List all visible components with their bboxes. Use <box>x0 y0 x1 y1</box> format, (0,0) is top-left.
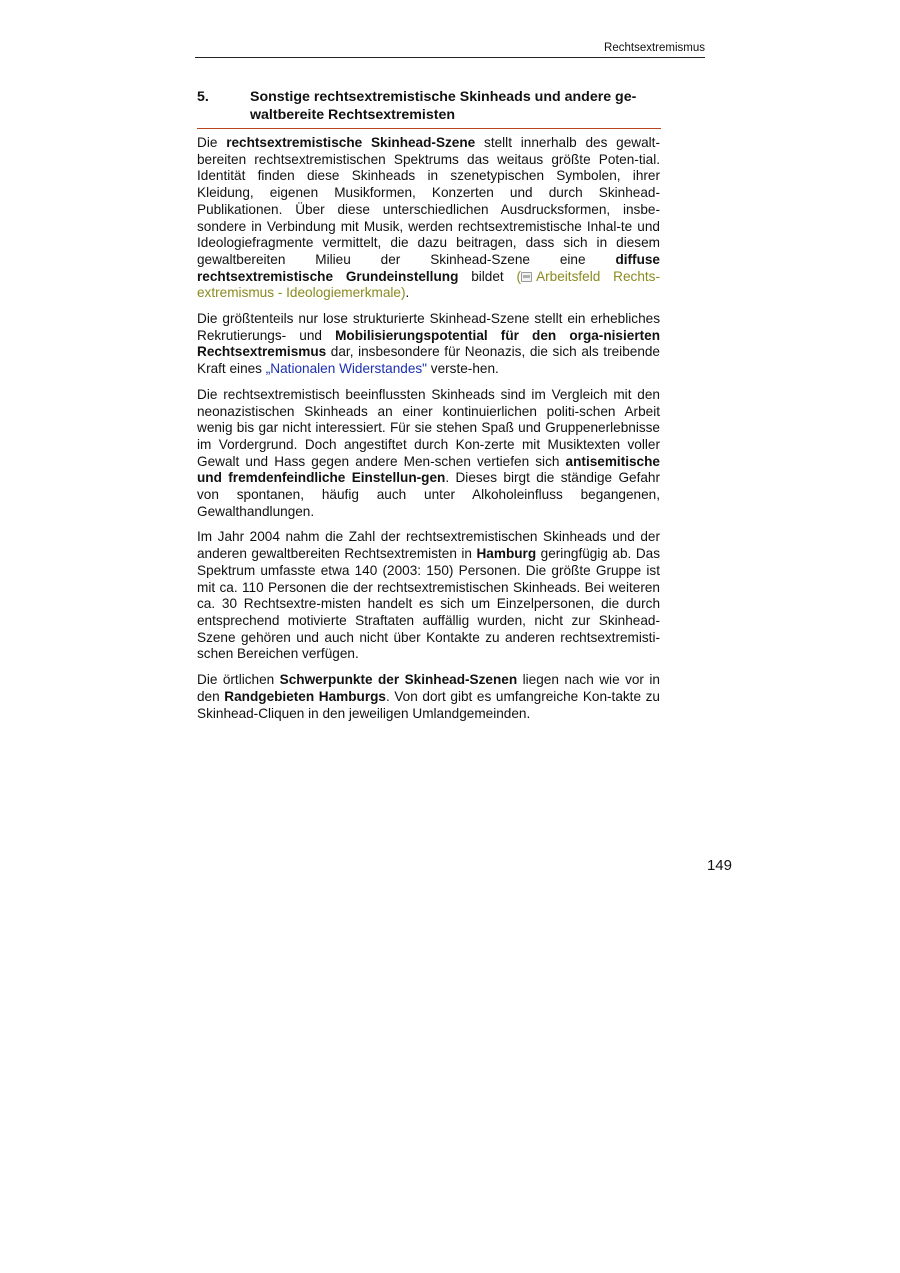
paragraph-3 <box>197 387 660 521</box>
section-number: 5. <box>197 89 209 105</box>
bold-term: diffuse rechtsextremistische Grundeinstellung <box>197 251 660 284</box>
section-title: Sonstige rechtsextremistische Skinheads und andere ge-waltbereite Rechtsextremisten <box>250 89 637 123</box>
bold-term: Randgebieten Hamburgs <box>224 688 386 704</box>
text-run: stellt innerhalb des gewalt-bereiten rechtsextremistischen Spektrums das weitaus größte Poten-tial. Identität finden diese Skinheads in szenetypischen Symbolen, ihrer Kleidung, eigenen Musikformen, Konzerten und durch Skinhead-Publikationen. Über diese unterschiedlichen Ausdrucksformen, insbe-sondere in Verbindung mit Musik, werden rechtsextremistische Inhal-te und Ideologiefragmente vermittelt, die dazu beitragen, dass sich in diesem gewaltbereiten Milieu der Skinhead-Szene eine <box>197 135 660 267</box>
paragraph-4 <box>197 529 660 663</box>
bold-term: Schwerpunkte der Skinhead-Szenen <box>279 672 518 688</box>
text-run: Die größtenteils nur lose strukturierte Skinhead-Szene stellt ein erhebliches Rekrutierungs- und <box>197 311 660 343</box>
paragraph-5 <box>197 672 660 722</box>
paragraph-1 <box>197 135 660 302</box>
text-run: Im Jahr 2004 nahm die Zahl der rechtsextremistischen Skinheads und der anderen gewaltbereiten Rechtsextremisten in <box>197 529 660 562</box>
page-number: 149 <box>706 857 732 874</box>
cross-reference-text: Arbeitsfeld Rechts-extremismus - Ideologiemerkmale) <box>197 268 660 301</box>
text-run: Die <box>197 135 227 150</box>
text-run: bildet <box>458 268 517 284</box>
bold-term: Hamburg <box>476 546 537 562</box>
document-icon <box>521 272 532 282</box>
text-run: liegen nach wie vor in den <box>197 672 660 704</box>
text-run: geringfügig ab. Das Spektrum umfasste etwa 140 (2003: 150) Personen. Die größte Gruppe ist mit ca. 110 Personen die der rechtsextremistischen Skinheads. Bei weiteren ca. 30 Rechtsextre-misten handelt es sich um Einzelpersonen, die durch entsprechend motivierte Straftaten auffällig wurden, nicht zur Skinhead-Szene gehören und auch nicht über Kontakte zu anderen rechtsextremisti-schen Bereichen verfügen. <box>197 546 661 662</box>
running-head: Rechtsextremismus <box>195 42 705 58</box>
text-run: Die örtlichen <box>197 672 280 688</box>
text-run: dar, insbesondere für Neonazis, die sich als treibende Kraft eines <box>197 344 660 377</box>
nationaler-widerstand-link[interactable]: „Nationalen Widerstandes" <box>265 361 427 377</box>
bold-term: rechtsextremistische Skinhead-Szene <box>226 135 476 150</box>
bold-term: antisemitische und fremdenfeindliche Einstellun-gen <box>197 453 660 486</box>
body-text <box>197 135 660 731</box>
text-run: . Dieses birgt die ständige Gefahr von spontanen, häufig auch unter Alkoholeinfluss begangenen, Gewalthandlungen. <box>197 470 660 519</box>
xref-open-paren: ( <box>516 268 522 284</box>
bold-term: Mobilisierungspotential für den orga-nisierten Rechtsextremismus <box>197 327 660 360</box>
text-run: verste-hen. <box>427 361 499 377</box>
section-heading <box>197 88 661 129</box>
text-run: . <box>405 285 410 301</box>
text-run: . Von dort gibt es umfangreiche Kon-takte zu Skinhead-Cliquen in den jeweiligen Umlandgemeinden. <box>197 688 660 721</box>
text-run: Die rechtsextremistisch beeinflussten Skinheads sind im Vergleich mit den neonazistischen Skinheads an einer kontinuierlichen politi-schen Arbeit wenig bis gar nicht interessiert. Für sie stehen Spaß und Gruppenerlebnisse im Vordergrund. Doch angestiftet durch Kon-zerte mit Musiktexten voller Gewalt und Hass gegen andere Men-schen vertiefen sich <box>197 386 660 469</box>
paragraph-2 <box>197 311 660 378</box>
